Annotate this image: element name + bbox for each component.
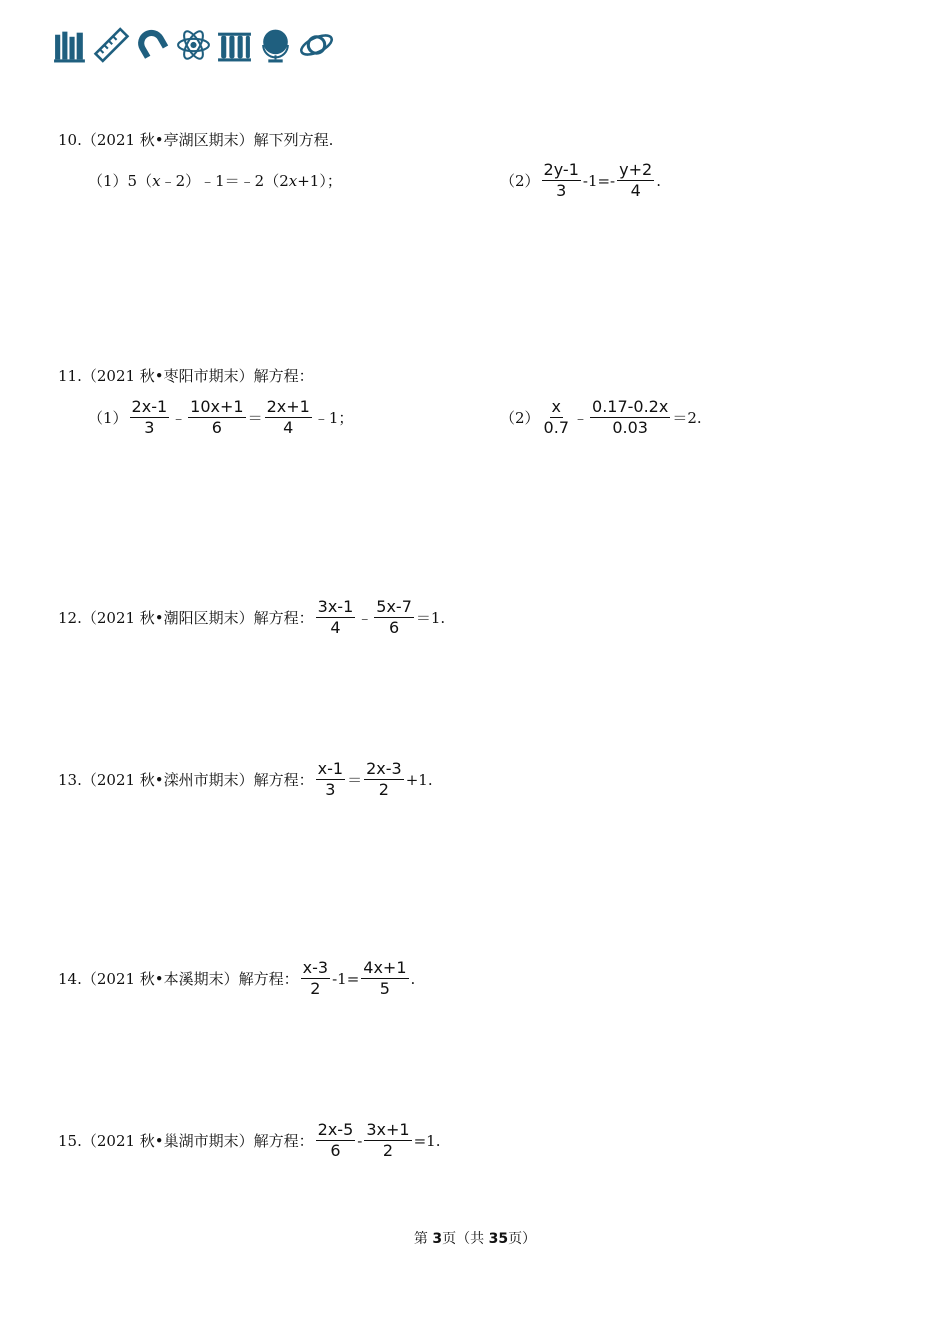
q10-part2: [500, 160, 661, 201]
fraction-numerator: 4x+1: [363, 958, 407, 977]
fraction-denominator: 5: [379, 979, 390, 998]
operator: -1=-: [582, 171, 616, 190]
fraction: [188, 397, 245, 438]
equation-end: +1.: [405, 770, 433, 789]
fraction-denominator: 0.03: [612, 418, 648, 437]
q13-title: 13.（2021 秋•滦州市期末）解方程：: [58, 771, 314, 789]
fraction-denominator: 2: [310, 979, 321, 998]
q12: [58, 597, 445, 638]
fraction-denominator: 3: [325, 780, 336, 799]
fraction: [316, 597, 356, 638]
fraction-numerator: x-3: [302, 958, 329, 977]
fraction-denominator: 3: [556, 181, 567, 200]
globe-icon: [257, 26, 294, 64]
equation-end: ＝2.: [672, 409, 702, 427]
q11-p2-label: （2）: [500, 409, 540, 427]
footer-pre: 第: [413, 1231, 433, 1247]
header-icon-strip: [52, 26, 335, 66]
fraction-numerator: x: [551, 397, 561, 416]
q10-part1: [88, 170, 342, 191]
q13: [58, 759, 433, 800]
q10-p1-var2: x: [288, 171, 298, 190]
fraction: [361, 958, 408, 999]
planet-icon: [298, 26, 335, 64]
fraction: [364, 1120, 411, 1161]
fraction-denominator: 4: [630, 181, 641, 200]
fraction-numerator: x-1: [317, 759, 344, 778]
operator: ﹣: [357, 609, 373, 627]
q10-p2-label: （2）: [500, 172, 540, 190]
equation-end: =1.: [413, 1131, 441, 1150]
fraction-denominator: 2: [378, 780, 389, 799]
q14-title: 14.（2021 秋•本溪期末）解方程：: [58, 970, 299, 988]
footer-mid: 页（共: [442, 1231, 489, 1247]
operator: ＝: [247, 409, 263, 427]
fraction: [542, 397, 571, 438]
fraction-numerator: 0.17-0.2x: [592, 397, 669, 416]
operator: ﹣: [573, 409, 589, 427]
q10-title: 10.（2021 秋•亭湖区期末）解下列方程.: [58, 131, 334, 149]
q10-p1-mid1: ﹣2）﹣1＝﹣2（2: [160, 172, 289, 190]
fraction-numerator: 2x-5: [317, 1120, 354, 1139]
q14: [58, 958, 415, 999]
fraction: [316, 759, 345, 800]
page-footer: [0, 1228, 950, 1248]
q10-p1-label: （1）5（: [88, 172, 153, 190]
fraction-numerator: 2x+1: [266, 397, 310, 416]
operator: -: [357, 1131, 363, 1150]
footer-post: 页）: [508, 1231, 537, 1247]
equation-end: ＝1.: [415, 609, 446, 627]
fraction-denominator: 6: [211, 418, 222, 437]
q10-p1-mid2: +1）；: [297, 172, 342, 190]
ruler-icon: [93, 26, 130, 64]
operator: ＝: [347, 771, 363, 789]
equation-end: .: [410, 969, 416, 988]
q15: [58, 1120, 440, 1161]
fraction-denominator: 4: [330, 618, 341, 637]
fraction: [265, 397, 312, 438]
test-tubes-icon: [216, 26, 253, 64]
fraction-numerator: 3x+1: [366, 1120, 410, 1139]
fraction-numerator: 5x-7: [376, 597, 412, 616]
q12-title: 12.（2021 秋•潮阳区期末）解方程：: [58, 609, 314, 627]
fraction-denominator: 2: [382, 1141, 394, 1160]
fraction: [301, 958, 330, 999]
fraction: [590, 397, 670, 438]
q11-part2: [500, 397, 702, 438]
fraction: [130, 397, 170, 438]
fraction: [617, 160, 654, 201]
fraction-numerator: 2y-1: [543, 160, 579, 179]
q10-p1-var1: x: [152, 171, 161, 190]
fraction-denominator: 0.7: [543, 418, 569, 437]
fraction-denominator: 4: [283, 418, 294, 437]
atom-icon: [175, 26, 212, 64]
operator: -1=: [332, 969, 360, 988]
q11-title: 11.（2021 秋•枣阳市期末）解方程：: [58, 367, 314, 385]
page-total: 35: [488, 1231, 509, 1247]
fraction-numerator: 10x+1: [190, 397, 244, 416]
q15-title: 15.（2021 秋•巢湖市期末）解方程：: [58, 1132, 314, 1150]
fraction-numerator: 2x-1: [131, 397, 168, 416]
page-number: 3: [432, 1231, 443, 1247]
books-icon: [52, 26, 89, 64]
fraction-denominator: 6: [388, 618, 400, 637]
fraction-denominator: 3: [144, 418, 155, 437]
fraction-denominator: 6: [330, 1141, 341, 1160]
q11-p1-label: （1）: [88, 409, 128, 427]
fraction-numerator: y+2: [619, 160, 653, 179]
fraction: [374, 597, 414, 638]
equation-end: .: [656, 171, 661, 190]
equation-end: ﹣1；: [313, 409, 354, 427]
fraction: [364, 759, 404, 800]
fraction: [316, 1120, 356, 1161]
fraction-numerator: 2x-3: [366, 759, 402, 778]
fraction-numerator: 3x-1: [317, 597, 354, 616]
magnet-icon: [134, 26, 171, 64]
operator: ﹣: [171, 409, 187, 427]
q11-part1: [88, 397, 353, 438]
fraction: [542, 160, 581, 201]
